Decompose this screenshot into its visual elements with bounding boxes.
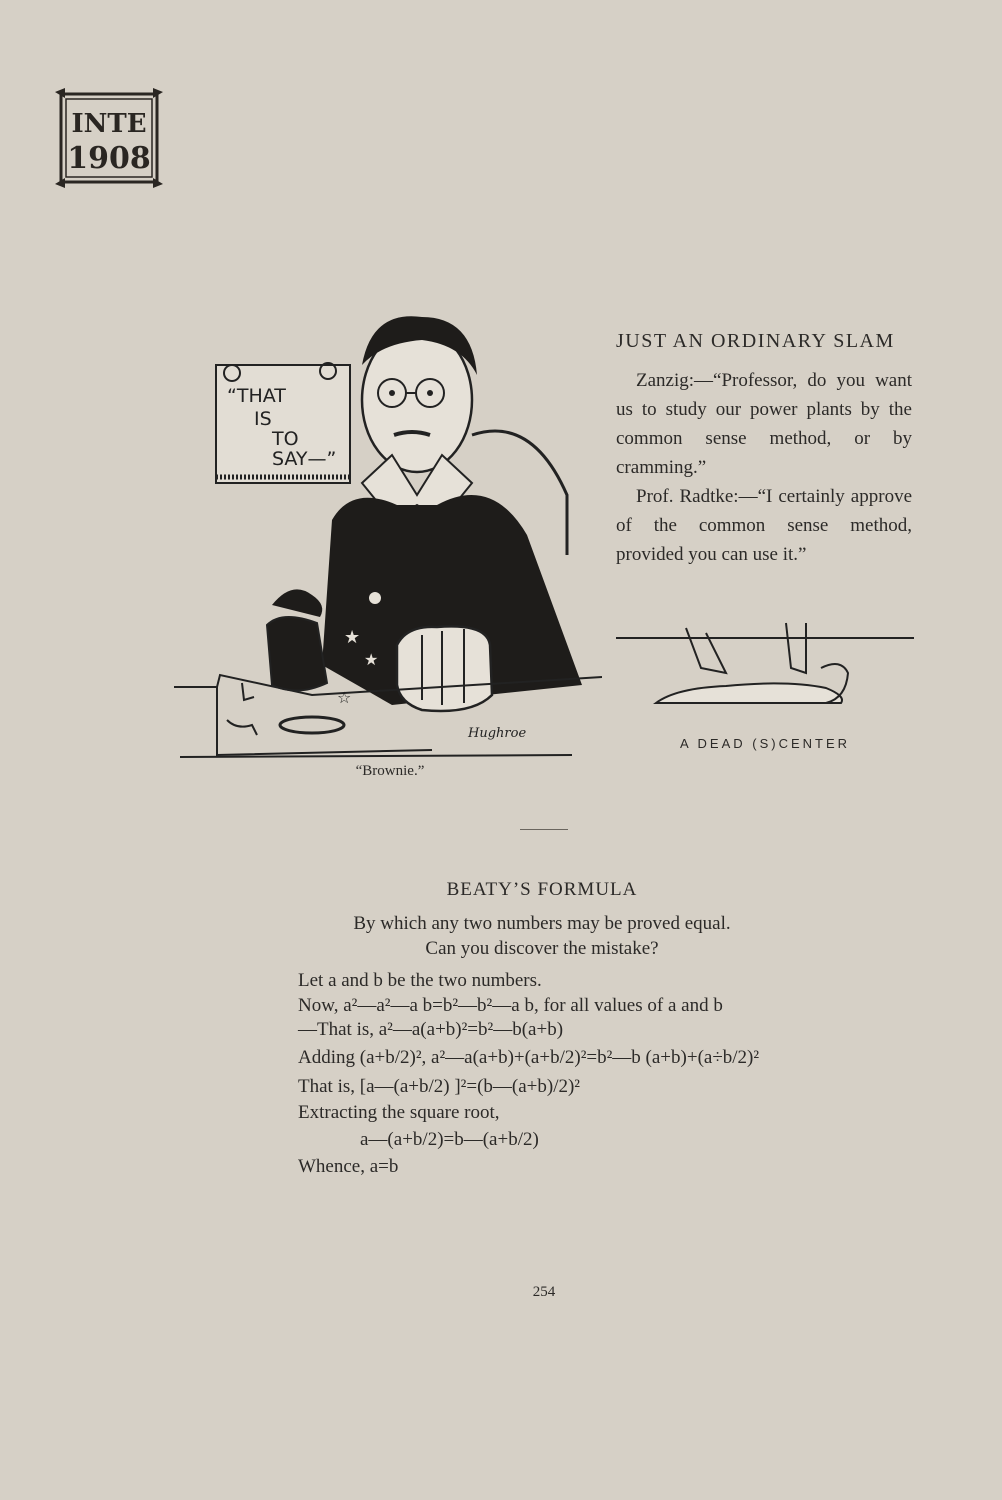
formula-line-1: Let a and b be the two numbers.: [298, 970, 542, 991]
svg-text:INTE: INTE: [71, 109, 147, 139]
cartoon-caption: “Brownie.”: [355, 763, 425, 779]
slam-title: JUST AN ORDINARY SLAM: [616, 330, 895, 352]
rabbit-caption: A DEAD (S)CENTER: [679, 736, 851, 751]
svg-text:1908: 1908: [67, 141, 151, 176]
professor-cartoon: [172, 305, 602, 767]
slam-body: [616, 366, 912, 569]
formula-line-5: That is, [a—(a+b/2) ]²=(b—(a+b)/2)²: [298, 1076, 581, 1097]
formula-title: BEATY’S FORMULA: [446, 879, 638, 900]
page-number: 254: [532, 1284, 556, 1300]
formula-line-2: Now, a²—a²—a b=b²—b²—a b, for all values of a and b: [298, 995, 723, 1016]
section-divider: [520, 829, 568, 830]
dead-rabbit-illustration: [616, 618, 914, 718]
formula-line-7: a—(a+b/2)=b—(a+b/2): [360, 1129, 539, 1150]
integral-1908-logo: [55, 88, 163, 188]
formula-subtitle-1: By which any two numbers may be proved equal.: [353, 913, 731, 934]
slam-paragraph-1: Zanzig:—“Professor, do you want us to study our power plants by the common sense method, or by cramming.”: [616, 370, 912, 478]
formula-line-3: —That is, a²—a(a+b)²=b²—b(a+b): [298, 1019, 564, 1040]
formula-line-4: Adding (a+b/2)², a²—a(a+b)+(a+b/2)²=b²—b (a+b)+(a÷b/2)²: [298, 1047, 760, 1068]
sign-line-4: SAY—”: [272, 448, 337, 470]
formula-line-6: Extracting the square root,: [298, 1102, 500, 1123]
sign-line-1: “THAT: [227, 385, 286, 407]
svg-text:★: ★: [344, 627, 361, 648]
sign-line-3: TO: [272, 428, 299, 450]
svg-text:★: ★: [364, 650, 379, 669]
sign-line-2: IS: [254, 408, 272, 430]
formula-subtitle-2: Can you discover the mistake?: [425, 938, 659, 959]
formula-line-8: Whence, a=b: [298, 1156, 399, 1177]
artist-signature: Hughroe: [468, 726, 527, 741]
slam-paragraph-2: Prof. Radtke:—“I certainly approve of the common sense method, provided you can use it.”: [616, 486, 912, 565]
svg-text:☆: ☆: [337, 688, 352, 707]
